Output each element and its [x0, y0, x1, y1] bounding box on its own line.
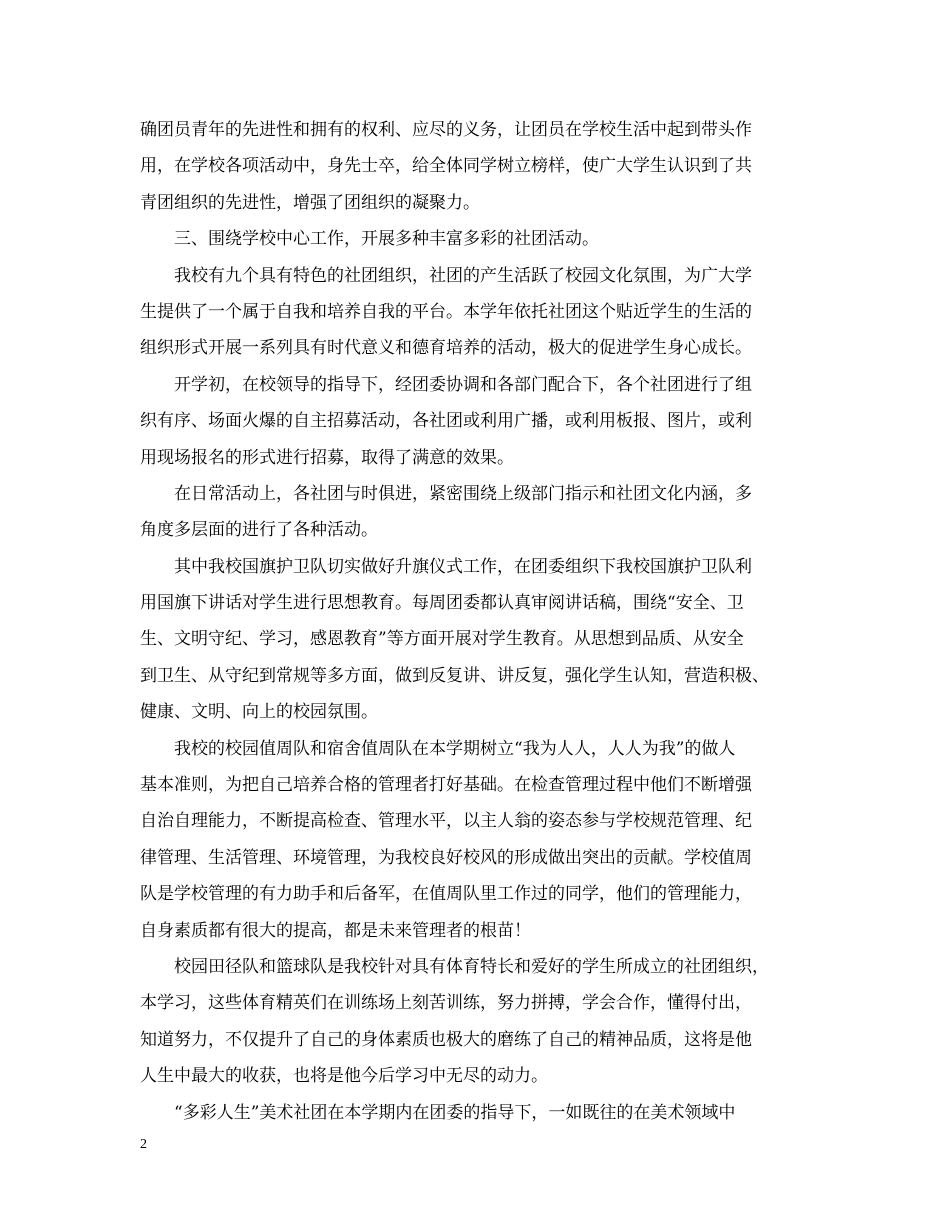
text-line: 我校有九个具有特色的社团组织，社团的产生活跃了校园文化氛围，为广大学	[174, 265, 752, 286]
text-line: 到卫生、从守纪到常规等多方面，做到反复讲、讲反复，强化学生认知，营造积极、	[140, 665, 769, 686]
document-body	[140, 112, 820, 1131]
text-line: 用国旗下讲话对学生进行思想教育。每周团委都认真审阅讲话稿，围绕“安全、卫	[140, 593, 744, 614]
text-line: 在日常活动上，各社团与时俱进，紧密围绕上级部门指示和社团文化内涵，多	[174, 483, 752, 504]
text-line: 健康、文明、向上的校园氛围。	[140, 702, 378, 723]
text-line: 三、围绕学校中心工作，开展多种丰富多彩的社团活动。	[174, 229, 599, 250]
page-number: 2	[140, 1137, 147, 1152]
text-line: 用现场报名的形式进行招募，取得了满意的效果。	[140, 447, 514, 468]
text-line: “多彩人生”美术社团在本学期内在团委的指导下，一如既往的在美术领域中	[174, 1102, 736, 1123]
text-line: 开学初，在校领导的指导下，经团委协调和各部门配合下，各个社团进行了组	[174, 374, 752, 395]
text-line: 其中我校国旗护卫队切实做好升旗仪式工作，在团委组织下我校国旗护卫队利	[174, 556, 752, 577]
text-line: 自身素质都有很大的提高，都是未来管理者的根苗！	[140, 920, 531, 941]
text-line: 我校的校园值周队和宿舍值周队在本学期树立“我为人人，人人为我”的做人	[174, 738, 736, 759]
text-line: 本学习，这些体育精英们在训练场上刻苦训练，努力拼搏，学会合作，懂得付出，	[140, 993, 752, 1014]
text-line: 生、文明守纪、学习，感恩教育”等方面开展对学生教育。从思想到品质、从安全	[140, 629, 744, 650]
text-line: 校园田径队和篮球队是我校针对具有体育特长和爱好的学生所成立的社团组织，	[174, 956, 769, 977]
text-line: 角度多层面的进行了各种活动。	[140, 520, 378, 541]
text-line: 织有序、场面火爆的自主招募活动，各社团或利用广播，或利用板报、图片，或利	[140, 411, 752, 432]
text-line: 基本准则，为把自己培养合格的管理者打好基础。在检查管理过程中他们不断增强	[140, 775, 752, 796]
text-line: 组织形式开展一系列具有时代意义和德育培养的活动，极大的促进学生身心成长。	[140, 338, 752, 359]
text-line: 人生中最大的收获，也将是他今后学习中无尽的动力。	[140, 1066, 548, 1087]
text-line: 律管理、生活管理、环境管理，为我校良好校风的形成做出突出的贡献。学校值周	[140, 847, 752, 868]
text-line: 自治自理能力，不断提高检查、管理水平，以主人翁的姿态参与学校规范管理、纪	[140, 811, 752, 832]
text-line: 队是学校管理的有力助手和后备军，在值周队里工作过的同学，他们的管理能力，	[140, 884, 752, 905]
text-line: 知道努力，不仅提升了自己的身体素质也极大的磨练了自己的精神品质，这将是他	[140, 1029, 752, 1050]
text-line: 确团员青年的先进性和拥有的权利、应尽的义务，让团员在学校生活中起到带头作	[140, 120, 752, 140]
text-line: 生提供了一个属于自我和培养自我的平台。本学年依托社团这个贴近学生的生活的	[140, 301, 752, 322]
text-line: 青团组织的先进性，增强了团组织的凝聚力。	[140, 192, 480, 213]
text-line: 用，在学校各项活动中，身先士卒，给全体同学树立榜样，使广大学生认识到了共	[140, 156, 752, 177]
